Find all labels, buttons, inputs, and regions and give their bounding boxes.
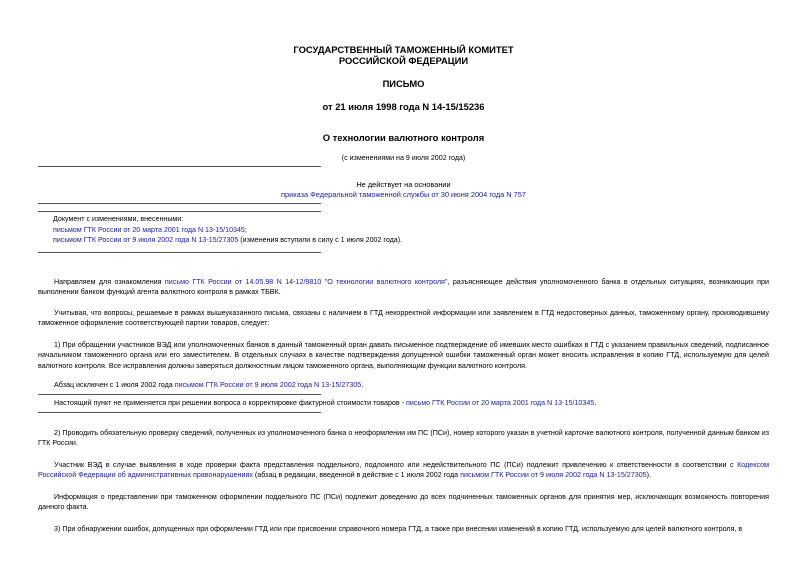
paragraph-5	[38, 398, 769, 408]
separator-rule	[38, 203, 321, 204]
paragraph-3: 1) При обращении участников ВЭД или уполномоченных банков в данный таможенный орган давать письменное подтверждение об имевших место ошибках в ГТД с указанием правильных сведений, подписанное начальником таможенного органа или его заместителем. В отдельных случаях в качестве подтверждения допущенной ошибки таможенный орган может вносить исправления в копию ГТД, используемую для целей валютного контроля. Все исправления должны заверяться должностным лицом таможенного органа, выполняющим функции валютного контроля.	[38, 341, 769, 370]
paragraph-text: Настоящий пункт не применяется при решении вопроса о корректировке фактурной стоимости товаров -	[54, 399, 407, 407]
doc-type: ПИСЬМО	[382, 78, 425, 89]
paragraph-4	[38, 380, 769, 390]
changes-note: (с изменениями на 9 июля 2002 года)	[341, 154, 466, 162]
separator-rule	[38, 394, 321, 395]
org-name-line1: ГОСУДАРСТВЕННЫЙ ТАМОЖЕННЫЙ КОМИТЕТ	[293, 44, 514, 55]
edition-letter-link[interactable]: письмом ГТК России от 9 июля 2002 года N 13-15/27305	[460, 471, 647, 480]
status-text: Не действует на основании	[356, 180, 451, 189]
separator-rule	[38, 412, 321, 413]
paragraph-text: (абзац в редакции, введенной в действие с 1 июля 2002 года	[252, 471, 461, 480]
paragraph-text: , разъясняющее действия уполномоченного банка в отдельных ситуациях, возникающих при выполнении банком функций агента валютного контроля в рамках ТБВК.	[38, 278, 770, 297]
amendments-intro: Документ с изменениями, внесенными:	[53, 215, 184, 223]
separator-rule	[38, 166, 321, 167]
amendment-link-2-suffix: (изменения вступили в силу с 1 июля 2002 года).	[238, 236, 403, 245]
doc-date-number: от 21 июля 1998 года N 14-15/15236	[322, 101, 485, 112]
admin-code-link[interactable]: Кодексом Российской Федерации об административных правонарушениях	[38, 461, 769, 480]
amendment-link-2[interactable]: письмом ГТК России от 9 июля 2002 года N 13-15/27305	[53, 236, 239, 245]
doc-subject: О технологии валютного контроля	[322, 132, 485, 143]
amendment-link-1[interactable]: письмом ГТК России от 20 марта 2001 года N 13-15/10345	[53, 225, 245, 234]
amendments-block	[53, 214, 402, 246]
paragraph-text: .	[361, 381, 364, 389]
separator-rule	[38, 211, 321, 212]
paragraph-text: Абзац исключен с 1 июля 2002 года	[54, 381, 175, 389]
excluded-by-letter-link[interactable]: письмом ГТК России от 9 июля 2002 года N 13-15/27305	[174, 381, 362, 389]
paragraph-text: .	[594, 399, 597, 407]
amendment-link-1-suffix: ;	[244, 225, 247, 234]
separator-rule	[38, 252, 321, 253]
paragraph-2: Учитывая, что вопросы, решаемые в рамках вышеуказанного письма, связаны с наличием в ГТД некорректной информации или заявлением в ГТД недостоверных данных, таможенному органу, производившему таможенное оформление соответствующей партии товаров, следует:	[38, 309, 769, 328]
referenced-letter-link[interactable]: письмо ГТК России от 14.05.98 N 14-12/9810 "О технологии валютного контроля"	[164, 278, 448, 286]
paragraph-7	[38, 460, 769, 481]
paragraph-8: Информация о представлении при таможенном оформлении поддельного ПС (ПСи) подлежит доведению до всех подчиненных таможенных органов для принятия мер, исключающих возможность повторения данного факта.	[38, 493, 769, 512]
not-applied-letter-link[interactable]: письмо ГТК России от 20 марта 2001 года N 13-15/10345	[406, 399, 595, 407]
paragraph-text: Направляем для ознакомления	[54, 278, 165, 286]
paragraph-9: 3) При обнаружении ошибок, допущенных при оформлении ГТД или при присвоении справочного номера ГТД, а также при внесении изменений в копию ГТД, используемую для целей валютного контроля, в	[54, 525, 743, 533]
paragraph-text: ).	[646, 471, 652, 480]
paragraph-1	[38, 277, 769, 298]
paragraph-text: Участник ВЭД в случае выявления в ходе проверки факта представления поддельного, подложного или недействительного ПС (ПСи) подлежит привлечению к ответственности в соответствии с	[54, 461, 738, 469]
org-name-line2: РОССИЙСКОЙ ФЕДЕРАЦИИ	[338, 55, 469, 66]
status-order-link[interactable]: приказа Федеральной таможенной службы от 30 июня 2004 года N 757	[280, 190, 527, 199]
paragraph-6: 2) Проводить обязательную проверку сведений, полученных из уполномоченного банка о неоформлении им ПС (ПСи), номер которого указан в учетной карточке валютного контроля, полученной данным банком из ГТК России.	[38, 429, 769, 448]
